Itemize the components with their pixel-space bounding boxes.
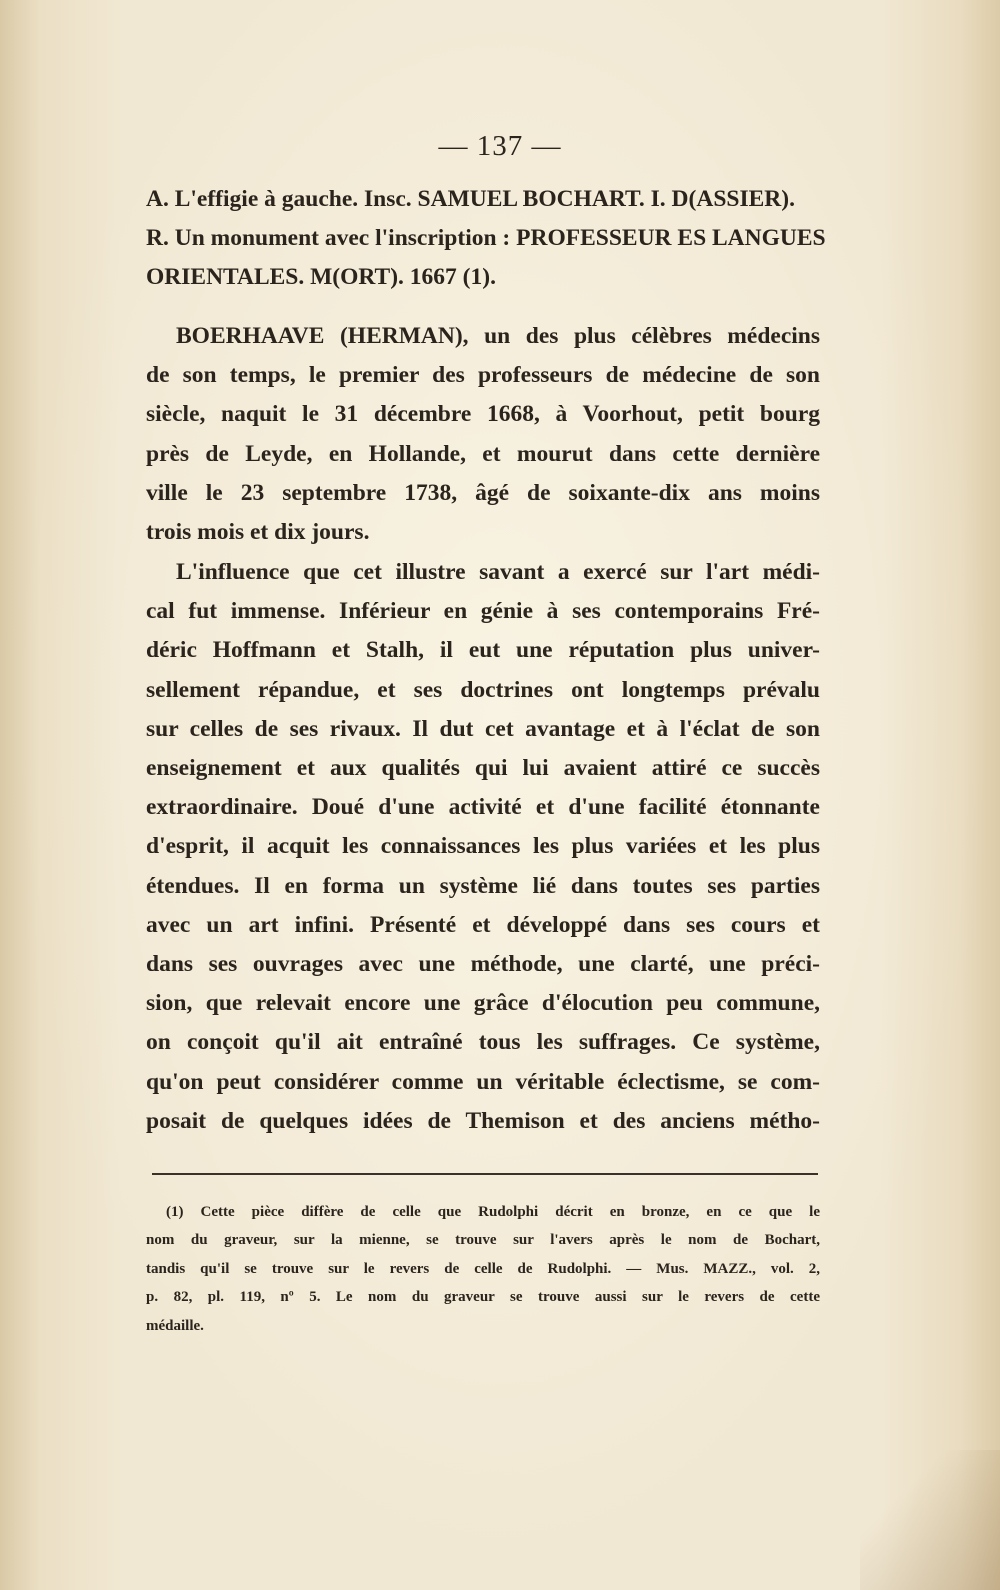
text-line: R. Un monument avec l'inscription : PROFESSEUR ES LANGUES [146, 225, 826, 252]
footnote-rule [152, 1173, 818, 1175]
footnote-line: (1) Cette pièce diffère de celle que Rudolphi décrit en bronze, en ce que le [166, 1204, 820, 1220]
text-line: sellement répandue, et ses doctrines ont longtemps prévalu [146, 676, 820, 703]
footnote-line: p. 82, pl. 119, nº 5. Le nom du graveur se trouve aussi sur le revers de cette [146, 1289, 820, 1306]
footnote [146, 1198, 820, 1340]
footnote-line: tandis qu'il se trouve sur le revers de celle de Rudolphi. — Mus. MAZZ., vol. 2, [146, 1260, 820, 1277]
text-line: extraordinaire. Doué d'une activité et d'une facilité étonnante [146, 794, 820, 821]
text-line: ORIENTALES. M(ORT). 1667 (1). [146, 264, 496, 291]
text-line: posait de quelques idées de Themison et des anciens métho- [146, 1107, 820, 1134]
text-line: siècle, naquit le 31 décembre 1668, à Voorhout, petit bourg [146, 401, 820, 428]
text-line: de son temps, le premier des professeurs de médecine de son [146, 362, 820, 389]
text-line: L'influence que cet illustre savant a exercé sur l'art médi- [176, 559, 820, 585]
text-line: déric Hoffmann et Stalh, il eut une réputation plus univer- [146, 637, 820, 664]
text-line: cal fut immense. Inférieur en génie à ses contemporains Fré- [146, 598, 820, 625]
text-line: on conçoit qu'il ait entraîné tous les suffrages. Ce système, [146, 1029, 820, 1056]
text-line: enseignement et aux qualités qui lui avaient attiré ce succès [146, 755, 820, 782]
text-line: BOERHAAVE (HERMAN), un des plus célèbres médecins [176, 323, 820, 349]
text-line: d'esprit, il acquit les connaissances les plus variées et les plus [146, 833, 820, 860]
footnote-line: nom du graveur, sur la mienne, se trouve sur l'avers après le nom de Bochart, [146, 1232, 820, 1249]
paragraph-boerhaave-bio [146, 317, 820, 552]
text-line: qu'on peut considérer comme un véritable éclectisme, se com- [146, 1068, 820, 1095]
text-line: dans ses ouvrages avec une méthode, une clarté, une préci- [146, 951, 820, 978]
text-line: A. L'effigie à gauche. Insc. SAMUEL BOCHART. I. D(ASSIER). [146, 186, 795, 212]
paragraph-influence [146, 553, 820, 1141]
page-number: — 137 — [438, 130, 562, 162]
footnote-line: médaille. [146, 1317, 204, 1334]
text-line: près de Leyde, en Hollande, et mourut dans cette dernière [146, 440, 820, 467]
text-line: sion, que relevait encore une grâce d'élocution peu commune, [146, 990, 820, 1017]
text-line: ville le 23 septembre 1738, âgé de soixante-dix ans moins [146, 479, 820, 506]
text-line: avec un art infini. Présenté et développé dans ses cours et [146, 911, 820, 938]
text-line: sur celles de ses rivaux. Il dut cet avantage et à l'éclat de son [146, 715, 820, 742]
text-line: étendues. Il en forma un système lié dans toutes ses parties [146, 872, 820, 899]
text-line: trois mois et dix jours. [146, 519, 370, 546]
medal-description [146, 180, 826, 298]
